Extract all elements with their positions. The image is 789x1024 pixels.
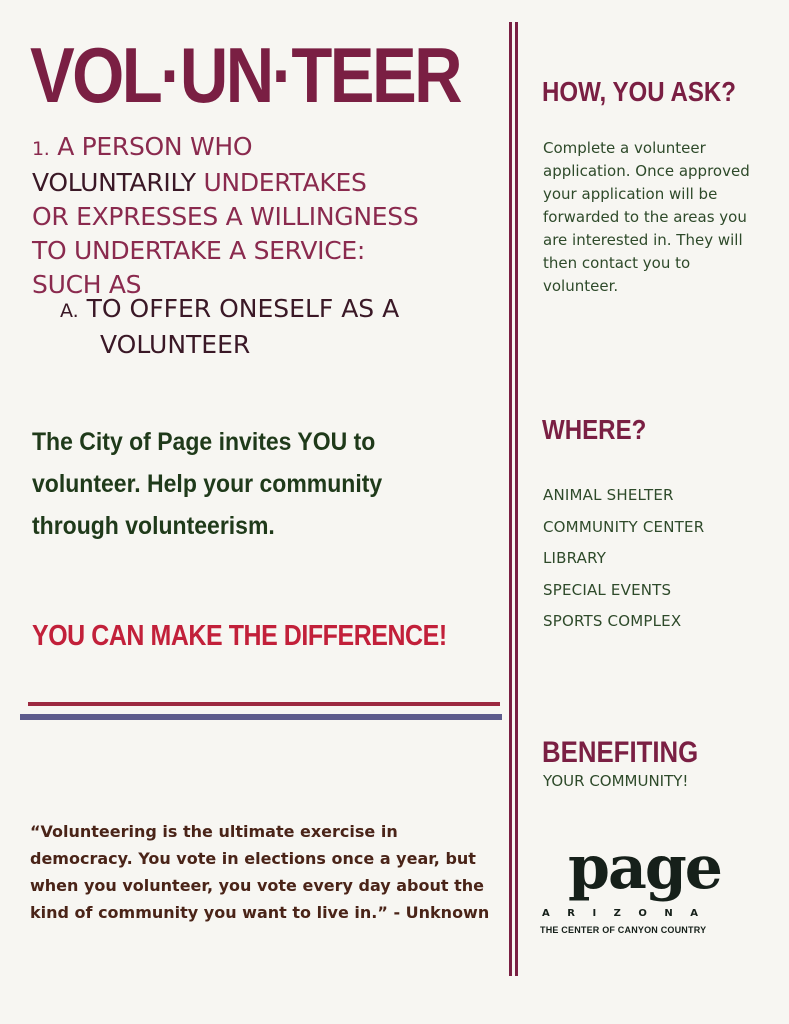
definition-line-4: TO UNDERTAKE A SERVICE: (32, 236, 366, 265)
where-list (543, 480, 704, 638)
where-item: ANIMAL SHELTER (543, 486, 674, 504)
invite-text: The City of Page invites YOU to volunteer. Help your community through volunteerism. (32, 428, 383, 540)
where-item: COMMUNITY CENTER (543, 517, 705, 536)
sub-definition-line-2: VOLUNTEER (100, 330, 251, 359)
sub-definition-letter: A. (60, 300, 79, 322)
benefit-subtext: YOUR COMMUNITY! (543, 772, 689, 790)
red-divider (28, 702, 500, 706)
where-heading: WHERE? (542, 414, 647, 445)
difference-slogan: YOU CAN MAKE THE DIFFERENCE! (32, 620, 447, 652)
page-title: VOL·UN·TEER (30, 31, 460, 119)
definition-line-5: SUCH AS (32, 270, 142, 299)
logo-tagline: THE CENTER OF CANYON COUNTRY (540, 925, 707, 935)
page-arizona-logo (540, 833, 740, 938)
definition (32, 130, 507, 302)
logo-wordmark: page (568, 833, 721, 903)
definition-line-1: A PERSON WHO (57, 132, 253, 161)
logo-state: ARIZONA (542, 908, 716, 919)
definition-line-2-dark: VOLUNTARILY (32, 168, 196, 197)
where-item: SPECIAL EVENTS (543, 580, 672, 599)
how-heading: HOW, YOU ASK? (542, 76, 736, 107)
where-item: SPORTS COMPLEX (543, 612, 682, 630)
definition-line-3: OR EXPRESSES A WILLINGNESS (32, 202, 419, 231)
definition-number: 1. (32, 138, 50, 160)
vertical-divider-line (515, 22, 518, 976)
vertical-divider-line (509, 22, 512, 976)
sub-definition-line-1: TO OFFER ONESELF AS A (86, 294, 400, 323)
sub-definition (60, 292, 500, 362)
where-item: LIBRARY (543, 549, 607, 567)
definition-line-2-rest: UNDERTAKES (203, 168, 367, 197)
benefit-heading: BENEFITING (542, 736, 699, 769)
blue-divider (20, 714, 502, 720)
volunteer-quote: “Volunteering is the ultimate exercise in democracy. You vote in elections once a year, but when you volunteer, you vote every day about the kind of community you want to live in.” - Unknown (30, 822, 490, 922)
how-body: Complete a volunteer application. Once approved your application will be forwarded to the areas you are interested in. They will then contact you to volunteer. (543, 139, 750, 295)
vertical-divider (509, 22, 519, 976)
